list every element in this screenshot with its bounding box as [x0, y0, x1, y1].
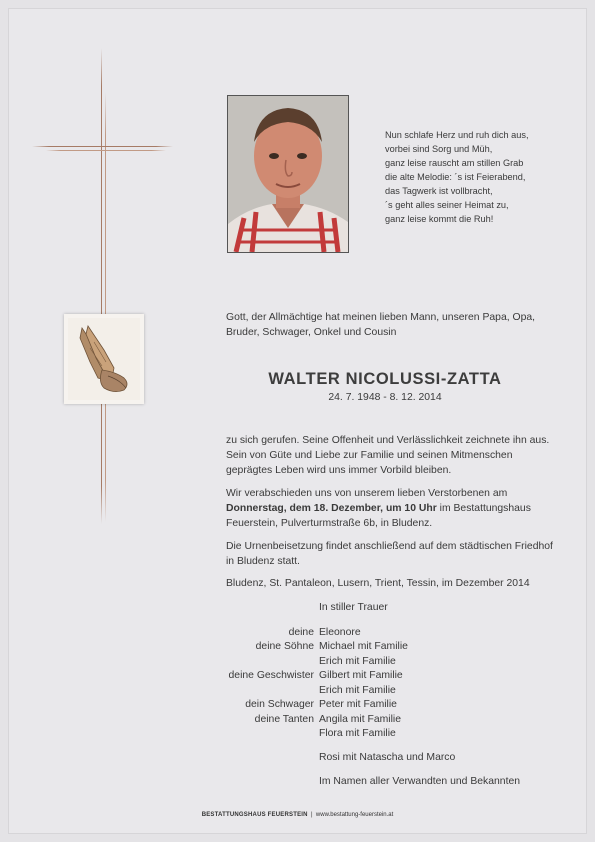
poem-line: ´s geht alles seiner Heimat zu, [385, 200, 509, 210]
farewell-paragraph [226, 487, 556, 531]
relative-name: Erich mit Familie [319, 685, 396, 696]
footer-url[interactable]: www.bestattung-feuerstein.at [315, 812, 394, 818]
poem-line: das Tagwerk ist vollbracht, [385, 186, 493, 196]
tribute-paragraph: zu sich gerufen. Seine Offenheit und Verlässlichkeit zeichnete ihn aus. Sein von Güte und Liebe zur Familie und seinen Mitmenschen geprägtes Leben wird uns immer Vorbild bleiben. [226, 435, 550, 476]
life-dates: 24. 7. 1948 - 8. 12. 2014 [328, 392, 442, 403]
poem-line: die alte Melodie: ´s ist Feierabend, [385, 172, 526, 182]
praying-hands-card [64, 314, 144, 404]
relative-name: Gilbert mit Familie [319, 670, 403, 681]
footer-brand: BESTATTUNGSHAUS FEUERSTEIN [201, 812, 308, 818]
poem-line: Nun schlafe Herz und ruh dich aus, [385, 130, 529, 140]
relative-name: Michael mit Familie [319, 641, 408, 652]
relation-label: deine Tanten [254, 714, 314, 725]
mourning-line: In stiller Trauer [319, 602, 388, 613]
relation-label: dein Schwager [245, 699, 314, 710]
poem-line: vorbei sind Sorg und Müh, [385, 144, 493, 154]
farewell-date: Donnerstag, dem 18. Dezember, um 10 Uhr [226, 502, 437, 514]
poem-line: ganz leise rauscht am stillen Grab [385, 158, 524, 168]
place-date-line: Bludenz, St. Pantaleon, Lusern, Trient, Tessin, im Dezember 2014 [226, 578, 530, 589]
family-line: Rosi mit Natascha und Marco [319, 752, 456, 763]
poem-line: ganz leise kommt die Ruh! [385, 214, 494, 224]
closing-line: Im Namen aller Verwandten und Bekannten [319, 776, 521, 787]
portrait-photo [227, 95, 349, 253]
poem [385, 128, 575, 226]
relative-name: Flora mit Familie [319, 728, 396, 739]
relation-label: deine Geschwister [228, 670, 314, 681]
deceased-name: WALTER NICOLUSSI-ZATTA [268, 370, 502, 388]
farewell-text: Wir verabschieden uns von unserem lieben Verstorbenen am [226, 488, 508, 499]
urn-paragraph: Die Urnenbeisetzung findet anschließend auf dem städtischen Friedhof in Bludenz statt. [226, 541, 553, 567]
relative-name: Angila mit Familie [319, 714, 401, 725]
praying-hands-icon [68, 318, 140, 400]
relation-label: deine [288, 627, 314, 638]
footer-separator: | [311, 812, 313, 818]
footer [0, 812, 595, 818]
relative-name: Eleonore [319, 627, 361, 638]
relative-name: Erich mit Familie [319, 656, 396, 667]
farewell-location: im Bestattungshaus Feuerstein, Pulverturmstraße 6b, in Bludenz. [226, 502, 531, 529]
intro-text: Gott, der Allmächtige hat meinen lieben Mann, unseren Papa, Opa, Bruder, Schwager, Onkel und Cousin [226, 312, 536, 338]
relation-label: deine Söhne [255, 641, 314, 652]
relative-name: Peter mit Familie [319, 699, 397, 710]
